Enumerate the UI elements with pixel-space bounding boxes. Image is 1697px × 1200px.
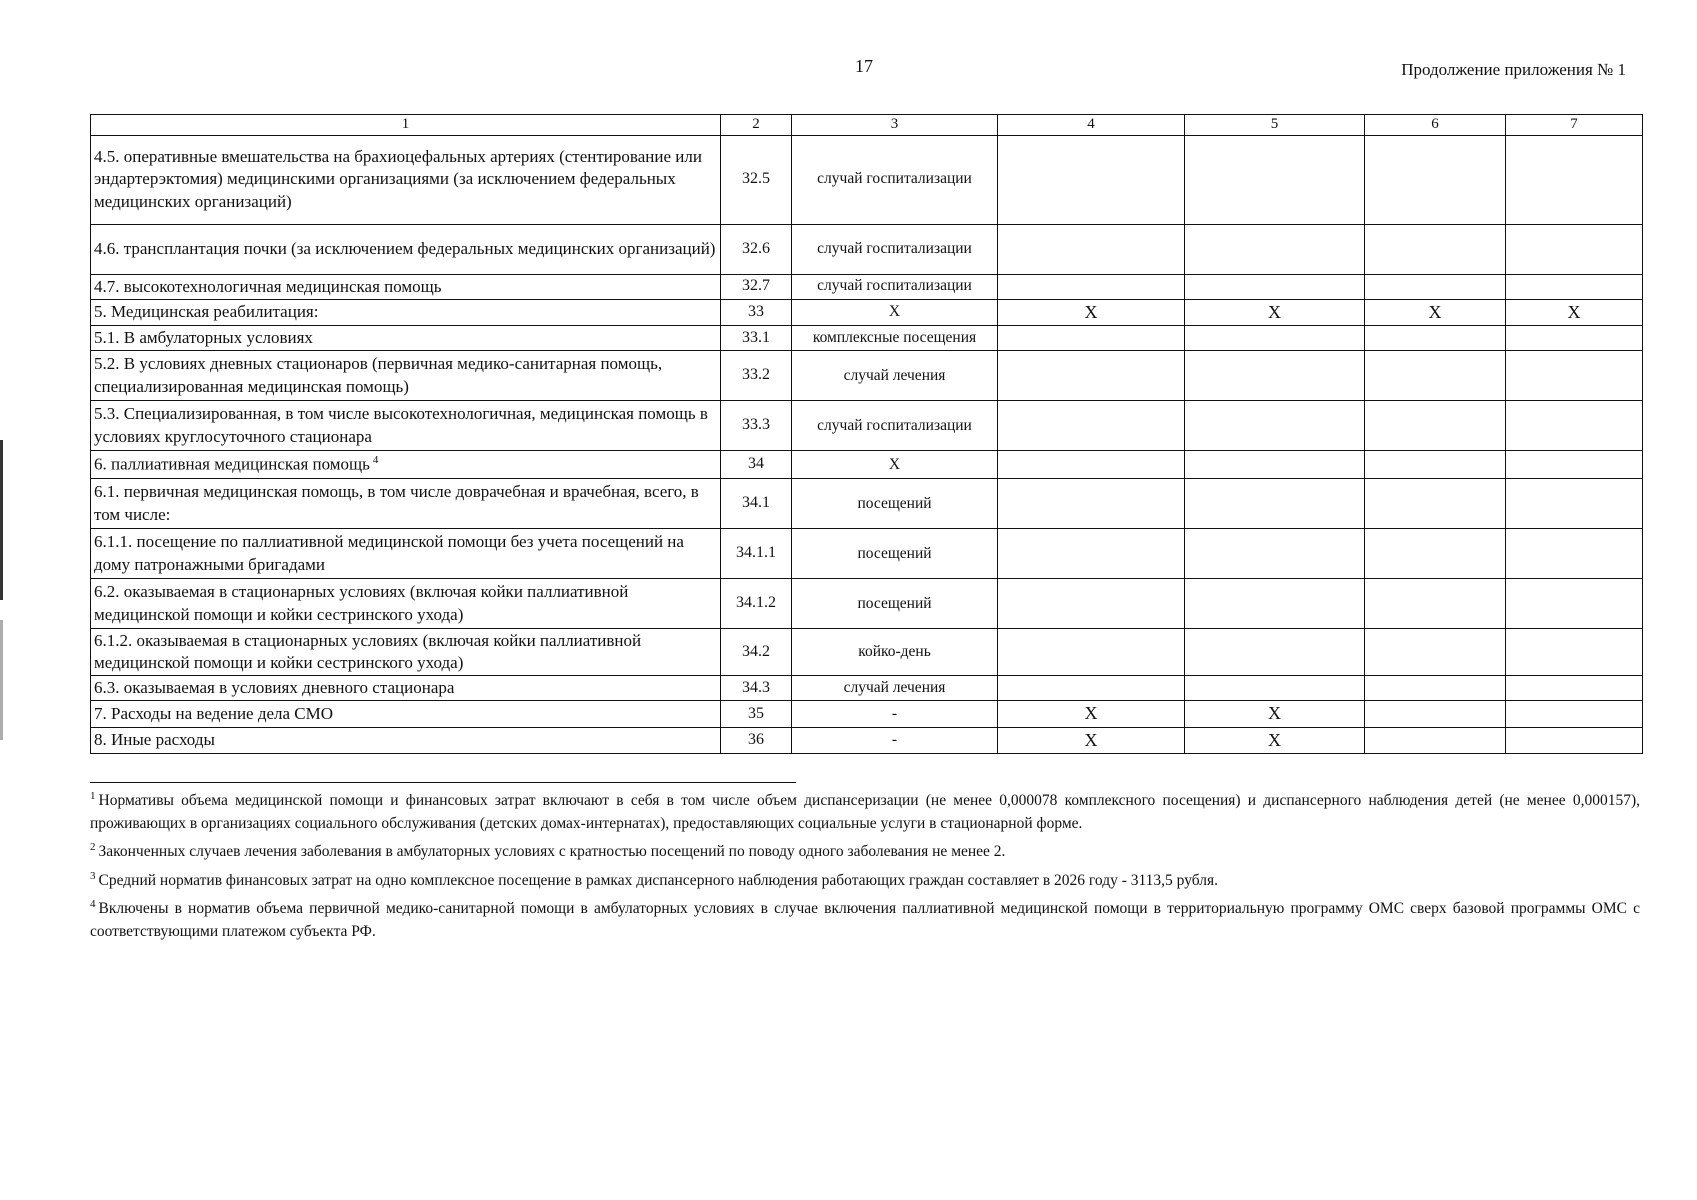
row-unit-cell-text: посещений xyxy=(857,594,932,612)
row-code-cell-text: 34.1 xyxy=(742,494,770,512)
footnote-reference: 4 xyxy=(372,454,379,467)
row-value-cell-text: X xyxy=(1268,301,1281,322)
footnote-text: Нормативы объема медицинской помощи и финансовых затрат включают в себя в том числе объем диспансеризации (не менее 0,000078 комплексного посещения) и диспансерного наблюдения детей (не менее 0,000157), проживающих в организациях социального обслуживания (детских домах-интернатах), предоставляющих социальные услуги в стационарной форме. xyxy=(90,792,1640,832)
table-row xyxy=(91,135,1643,224)
row-value-cell xyxy=(1365,274,1506,299)
row-name-cell-text: 8. Иные расходы xyxy=(94,730,215,750)
row-value-cell xyxy=(998,629,1185,676)
row-value-cell xyxy=(1185,529,1365,579)
row-unit-cell-text: X xyxy=(888,303,901,321)
row-name-cell-text: 6. паллиативная медицинская помощь xyxy=(94,454,370,474)
row-name-cell-text: 7. Расходы на ведение дела СМО xyxy=(94,704,334,723)
row-name-cell xyxy=(91,351,721,401)
row-name-cell xyxy=(91,224,721,274)
row-name-cell-text: 5.3. Специализированная, в том числе высокотехнологичная, медицинская помощь в условиях круглосуточного стационара xyxy=(94,404,708,446)
footnote-text: Средний норматив финансовых затрат на одно комплексное посещение в рамках диспансерного наблюдения работающих граждан составляет в 2026 году - 3113,5 рубля. xyxy=(98,871,1219,889)
row-code-cell xyxy=(721,274,792,299)
row-value-cell xyxy=(1185,351,1365,401)
column-header: 6 xyxy=(1365,115,1506,136)
row-value-cell xyxy=(1185,135,1365,224)
row-unit-cell xyxy=(792,701,998,727)
row-code-cell xyxy=(721,224,792,274)
row-code-cell-text: 33.2 xyxy=(742,366,770,384)
row-value-cell xyxy=(1185,479,1365,529)
row-unit-cell-text: посещений xyxy=(857,494,932,512)
row-value-cell xyxy=(1185,676,1365,701)
row-unit-cell xyxy=(792,451,998,479)
row-code-cell xyxy=(721,451,792,479)
row-value-cell xyxy=(1365,135,1506,224)
row-value-cell-text: X xyxy=(1268,729,1281,750)
page-number: 17 xyxy=(855,56,873,76)
row-code-cell-text: 36 xyxy=(748,731,764,749)
row-code-cell-text: 34.2 xyxy=(742,642,770,660)
row-value-cell xyxy=(1506,727,1643,753)
row-value-cell xyxy=(1365,351,1506,401)
table-header-row xyxy=(91,115,1643,136)
row-unit-cell-text: посещений xyxy=(857,544,932,562)
row-code-cell xyxy=(721,529,792,579)
row-value-cell xyxy=(1185,224,1365,274)
row-unit-cell xyxy=(792,727,998,753)
row-value-cell xyxy=(1506,135,1643,224)
row-value-cell xyxy=(1365,701,1506,727)
table-row xyxy=(91,479,1643,529)
row-code-cell-text: 34.1.2 xyxy=(736,594,776,612)
row-value-cell xyxy=(1365,727,1506,753)
row-code-cell xyxy=(721,579,792,629)
row-value-cell xyxy=(1185,299,1365,325)
row-code-cell xyxy=(721,727,792,753)
row-value-cell xyxy=(998,224,1185,274)
table-row xyxy=(91,401,1643,451)
row-value-cell xyxy=(998,401,1185,451)
row-code-cell xyxy=(721,629,792,676)
row-unit-cell xyxy=(792,274,998,299)
footnote-mark: 3 xyxy=(90,869,96,882)
table-row xyxy=(91,701,1643,727)
row-name-cell xyxy=(91,579,721,629)
row-code-cell xyxy=(721,701,792,727)
row-value-cell xyxy=(998,135,1185,224)
table-row xyxy=(91,676,1643,701)
row-value-cell xyxy=(1506,224,1643,274)
table-row xyxy=(91,274,1643,299)
row-value-cell xyxy=(1365,451,1506,479)
table-row xyxy=(91,579,1643,629)
row-value-cell xyxy=(1506,401,1643,451)
row-code-cell-text: 34 xyxy=(748,455,764,473)
row-value-cell xyxy=(998,701,1185,727)
row-name-cell xyxy=(91,479,721,529)
row-value-cell xyxy=(1506,579,1643,629)
footnotes xyxy=(90,789,1640,948)
column-header: 7 xyxy=(1506,115,1643,136)
row-value-cell xyxy=(1365,676,1506,701)
row-name-cell xyxy=(91,676,721,701)
row-value-cell xyxy=(1185,401,1365,451)
row-name-cell-text: 6.1.2. оказываемая в стационарных условиях (включая койки паллиативной медицинской помощи и койки сестринского ухода) xyxy=(94,631,642,673)
row-name-cell-text: 5.2. В условиях дневных стационаров (первичная медико-санитарная помощь, специализированная медицинская помощь) xyxy=(94,354,663,396)
row-value-cell-text: X xyxy=(1084,703,1098,724)
row-value-cell xyxy=(1506,529,1643,579)
row-name-cell xyxy=(91,135,721,224)
row-unit-cell xyxy=(792,325,998,350)
row-value-cell xyxy=(1365,224,1506,274)
row-name-cell xyxy=(91,401,721,451)
row-value-cell xyxy=(1185,629,1365,676)
row-name-cell xyxy=(91,274,721,299)
row-value-cell xyxy=(998,727,1185,753)
row-name-cell xyxy=(91,451,721,479)
row-name-cell-text: 4.6. трансплантация почки (за исключением федеральных медицинских организаций) xyxy=(94,238,716,258)
row-unit-cell-text: - xyxy=(891,704,898,722)
row-value-cell xyxy=(1365,479,1506,529)
row-value-cell xyxy=(998,325,1185,350)
row-unit-cell-text: - xyxy=(891,731,898,749)
column-header: 3 xyxy=(792,115,998,136)
row-name-cell xyxy=(91,299,721,325)
row-value-cell xyxy=(1506,676,1643,701)
row-name-cell xyxy=(91,701,721,727)
row-unit-cell-text: случай госпитализации xyxy=(817,239,972,257)
left-margin-mark xyxy=(0,620,3,740)
row-value-cell xyxy=(998,451,1185,479)
row-name-cell-text: 6.1. первичная медицинская помощь, в том числе доврачебная и врачебная, всего, в том числе: xyxy=(94,482,699,524)
row-unit-cell-text: случай лечения xyxy=(843,679,946,697)
row-value-cell xyxy=(1365,401,1506,451)
row-name-cell xyxy=(91,727,721,753)
column-header: 5 xyxy=(1185,115,1365,136)
normatives-table xyxy=(90,114,1643,754)
row-code-cell xyxy=(721,479,792,529)
row-code-cell xyxy=(721,351,792,401)
row-value-cell-text: X xyxy=(1084,301,1098,322)
footnote-mark: 4 xyxy=(90,898,96,911)
row-unit-cell xyxy=(792,401,998,451)
row-unit-cell xyxy=(792,224,998,274)
footnote-text: Включены в норматив объема первичной медико-санитарной помощи в амбулаторных условиях в случае включения паллиативной медицинской помощи в территориальную программу ОМС сверх базовой программы ОМС с соответствующими платежом субъекта РФ. xyxy=(90,900,1640,940)
row-unit-cell-text: случай лечения xyxy=(843,366,946,384)
row-code-cell xyxy=(721,401,792,451)
row-value-cell xyxy=(1185,727,1365,753)
footnote xyxy=(90,840,1640,864)
row-value-cell xyxy=(1506,351,1643,401)
row-unit-cell xyxy=(792,529,998,579)
row-value-cell xyxy=(1365,629,1506,676)
row-code-cell-text: 33.1 xyxy=(742,328,770,346)
row-unit-cell-text: X xyxy=(888,455,901,473)
row-unit-cell xyxy=(792,579,998,629)
footnote-mark: 2 xyxy=(90,841,96,854)
row-value-cell xyxy=(1506,701,1643,727)
footnote-separator xyxy=(90,782,796,783)
table-body xyxy=(91,135,1643,754)
row-code-cell xyxy=(721,325,792,350)
row-value-cell xyxy=(1506,479,1643,529)
row-code-cell xyxy=(721,676,792,701)
row-value-cell xyxy=(1185,579,1365,629)
row-unit-cell xyxy=(792,479,998,529)
footnote xyxy=(90,869,1640,893)
table-row xyxy=(91,727,1643,753)
row-name-cell xyxy=(91,529,721,579)
row-value-cell-text: X xyxy=(1428,301,1442,322)
appendix-continuation-note: Продолжение приложения № 1 xyxy=(1401,60,1626,79)
row-value-cell xyxy=(998,274,1185,299)
row-unit-cell xyxy=(792,299,998,325)
row-value-cell xyxy=(1185,274,1365,299)
row-value-cell xyxy=(1365,325,1506,350)
row-unit-cell-text: койко-день xyxy=(858,643,931,661)
row-value-cell xyxy=(998,351,1185,401)
row-code-cell-text: 32.5 xyxy=(742,170,770,188)
row-value-cell xyxy=(998,579,1185,629)
row-code-cell-text: 33 xyxy=(748,302,764,320)
row-name-cell-text: 6.3. оказываемая в условиях дневного стационара xyxy=(94,678,455,698)
row-value-cell xyxy=(1506,451,1643,479)
footnote-text: Законченных случаев лечения заболевания в амбулаторных условиях с кратностью посещений по поводу одного заболевания не менее 2. xyxy=(98,843,1006,861)
row-unit-cell xyxy=(792,351,998,401)
row-value-cell xyxy=(1365,299,1506,325)
row-value-cell-text: X xyxy=(1084,729,1098,750)
row-code-cell-text: 34.3 xyxy=(742,678,770,696)
footnote xyxy=(90,789,1640,835)
row-code-cell-text: 32.6 xyxy=(742,239,770,257)
row-unit-cell xyxy=(792,676,998,701)
row-name-cell-text: 6.2. оказываемая в стационарных условиях (включая койки паллиативной медицинской помощи и койки сестринского ухода) xyxy=(94,582,629,624)
row-value-cell xyxy=(1185,325,1365,350)
row-name-cell-text: 4.5. оперативные вмешательства на брахиоцефальных артериях (стентирование или эндартерэктомия) медицинскими организациями (за исключением федеральных медицинских организаций) xyxy=(94,147,702,211)
row-value-cell xyxy=(1506,325,1643,350)
footnote-mark: 1 xyxy=(90,790,96,802)
row-code-cell xyxy=(721,135,792,224)
row-value-cell xyxy=(1506,299,1643,325)
row-code-cell xyxy=(721,299,792,325)
row-unit-cell-text: случай госпитализации xyxy=(817,277,972,295)
row-value-cell xyxy=(1185,451,1365,479)
footnote xyxy=(90,897,1640,943)
column-header: 4 xyxy=(998,115,1185,136)
table-row xyxy=(91,451,1643,479)
table-row xyxy=(91,629,1643,676)
left-margin-mark xyxy=(0,440,3,600)
row-value-cell xyxy=(998,479,1185,529)
row-value-cell xyxy=(998,529,1185,579)
row-value-cell-text: X xyxy=(1567,301,1581,322)
row-unit-cell-text: комплексные посещения xyxy=(812,328,977,346)
row-name-cell-text: 5. Медицинская реабилитация: xyxy=(94,302,319,322)
row-code-cell-text: 35 xyxy=(748,704,764,722)
table-row xyxy=(91,325,1643,350)
row-value-cell xyxy=(998,299,1185,325)
row-value-cell xyxy=(1506,274,1643,299)
row-name-cell-text: 5.1. В амбулаторных условиях xyxy=(94,327,313,347)
table-row xyxy=(91,351,1643,401)
row-value-cell xyxy=(1365,529,1506,579)
table-row xyxy=(91,529,1643,579)
table-row xyxy=(91,224,1643,274)
row-value-cell xyxy=(998,676,1185,701)
row-name-cell-text: 6.1.1. посещение по паллиативной медицинской помощи без учета посещений на дому патронажными бригадами xyxy=(94,532,684,574)
row-unit-cell xyxy=(792,135,998,224)
row-value-cell xyxy=(1506,629,1643,676)
row-unit-cell xyxy=(792,629,998,676)
row-name-cell xyxy=(91,629,721,676)
column-header: 2 xyxy=(721,115,792,136)
row-code-cell-text: 34.1.1 xyxy=(736,544,776,562)
row-value-cell xyxy=(1365,579,1506,629)
row-unit-cell-text: случай госпитализации xyxy=(817,416,972,434)
row-value-cell xyxy=(1185,701,1365,727)
row-code-cell-text: 33.3 xyxy=(742,416,770,434)
row-value-cell-text: X xyxy=(1268,703,1281,724)
table-row xyxy=(91,299,1643,325)
row-unit-cell-text: случай госпитализации xyxy=(817,170,972,188)
row-code-cell-text: 32.7 xyxy=(742,277,770,295)
row-name-cell xyxy=(91,325,721,350)
row-name-cell-text: 4.7. высокотехнологичная медицинская помощь xyxy=(94,276,442,296)
column-header: 1 xyxy=(91,115,721,136)
